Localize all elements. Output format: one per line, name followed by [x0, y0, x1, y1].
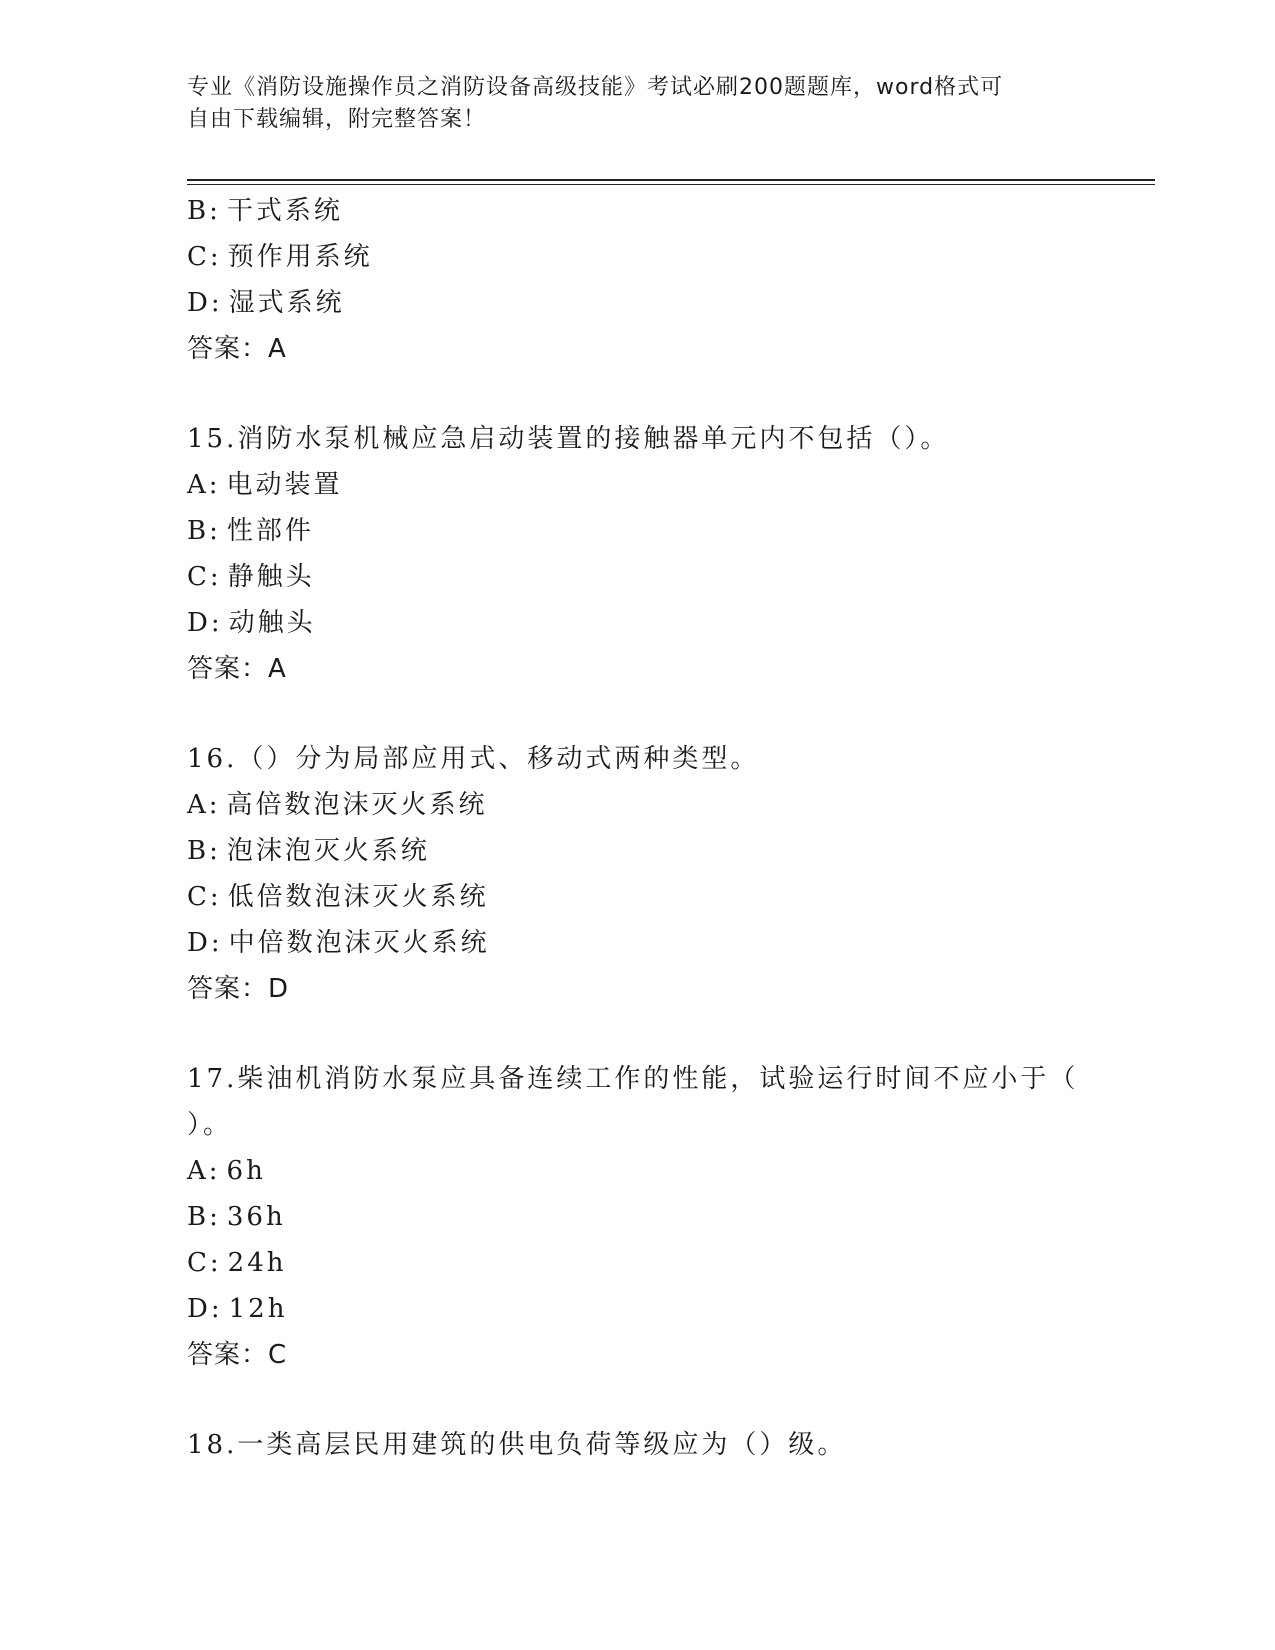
- option-d: D: 湿式系统: [187, 288, 345, 318]
- option-d: D: 动触头: [187, 608, 316, 638]
- option-c: C: 预作用系统: [187, 242, 373, 272]
- option-a: A: 6h: [187, 1156, 266, 1186]
- header-divider-thick: [187, 179, 1155, 181]
- question-stem-continuation: ）。: [187, 1110, 233, 1140]
- question-body: [187, 188, 1087, 1468]
- option-b: B: 性部件: [187, 516, 314, 546]
- answer-line: 答案：C: [187, 1340, 288, 1370]
- question-stem: 18.一类高层民用建筑的供电负荷等级应为（）级。: [187, 1430, 847, 1460]
- header-line-2: 自由下载编辑，附完整答案！: [187, 107, 487, 132]
- option-d: D: 12h: [187, 1294, 288, 1324]
- option-c: C: 静触头: [187, 562, 315, 592]
- question-stem: 16.（）分为局部应用式、移动式两种类型。: [187, 744, 760, 774]
- option-c: C: 低倍数泡沫灭火系统: [187, 882, 489, 912]
- option-b: B: 36h: [187, 1202, 286, 1232]
- question-stem: 15.消防水泵机械应急启动装置的接触器单元内不包括（）。: [187, 424, 950, 454]
- option-c: C: 24h: [187, 1248, 287, 1278]
- answer-line: 答案：A: [187, 654, 287, 684]
- document-header: [187, 72, 1067, 136]
- option-b: B: 干式系统: [187, 196, 343, 226]
- question-stem: 17.柴油机消防水泵应具备连续工作的性能，试验运行时间不应小于（: [187, 1064, 1079, 1094]
- header-line-1: 专业《消防设施操作员之消防设备高级技能》考试必刷200题题库，word格式可: [187, 75, 1004, 100]
- answer-line: 答案：A: [187, 334, 287, 364]
- option-d: D: 中倍数泡沫灭火系统: [187, 928, 490, 958]
- header-divider-thin: [187, 184, 1155, 185]
- option-b: B: 泡沫泡灭火系统: [187, 836, 430, 866]
- option-a: A: 电动装置: [187, 470, 343, 500]
- option-a: A: 高倍数泡沫灭火系统: [187, 790, 488, 820]
- answer-line: 答案：D: [187, 974, 290, 1004]
